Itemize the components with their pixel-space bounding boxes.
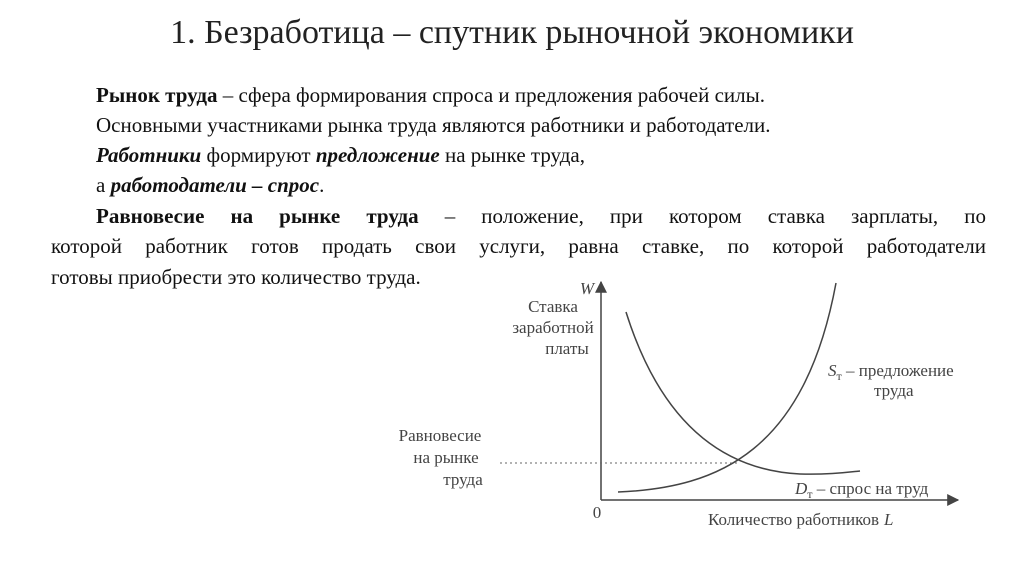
paragraph-equilibrium-line2: которой работник готов продать свои услуги, равна ставке, по которой работодатели: [51, 234, 986, 258]
y-axis-label-2: заработной: [512, 318, 594, 337]
paragraph-equilibrium-line3: готовы приобрести это количество труда.: [51, 265, 421, 289]
demand-curve: [626, 312, 860, 474]
y-axis-label-3: платы: [545, 339, 589, 358]
term-supply: предложение: [315, 143, 440, 167]
paragraph-employers: [96, 170, 324, 200]
term-labor-market: Рынок труда: [96, 83, 218, 107]
x-axis-label: Количество работников L: [708, 510, 894, 529]
paragraph-participants: Основными участниками рынка труда являются работники и работодатели.: [96, 113, 771, 137]
term-equilibrium: Равновесие на рынке труда: [96, 204, 419, 228]
paragraph-workers: [96, 140, 585, 170]
equilibrium-label-3: труда: [443, 470, 483, 489]
origin-label: 0: [592, 503, 602, 522]
supply-label-2: труда: [874, 381, 914, 400]
y-axis-symbol: W: [579, 279, 595, 298]
text-and: а: [96, 173, 111, 197]
supply-curve: [618, 283, 836, 492]
labor-market-diagram: [380, 265, 970, 565]
term-workers: Работники: [96, 143, 202, 167]
supply-label: $S_т$ – предложение: [828, 361, 954, 383]
slide-title: 1. Безработица – спутник рыночной экономики: [170, 14, 854, 51]
equilibrium-label-2: на рынке: [413, 448, 479, 467]
demand-label: $D_т$ – спрос на труд: [795, 479, 929, 501]
y-axis-label-1: Ставка: [528, 297, 578, 316]
text-form: формируют: [201, 143, 316, 167]
definition-labor-market: – сфера формирования спроса и предложения рабочей силы.: [217, 83, 766, 107]
definition-equilibrium-1: – положение, при котором ставка зарплаты, по: [418, 204, 986, 228]
term-employers-demand: работодатели – спрос: [110, 173, 320, 197]
equilibrium-label-1: Равновесие: [398, 426, 482, 445]
paragraph-equilibrium-line1: [96, 201, 986, 231]
text-on-market: на рынке труда,: [439, 143, 585, 167]
text-period: .: [319, 173, 325, 197]
paragraph-labor-market: [96, 80, 765, 110]
